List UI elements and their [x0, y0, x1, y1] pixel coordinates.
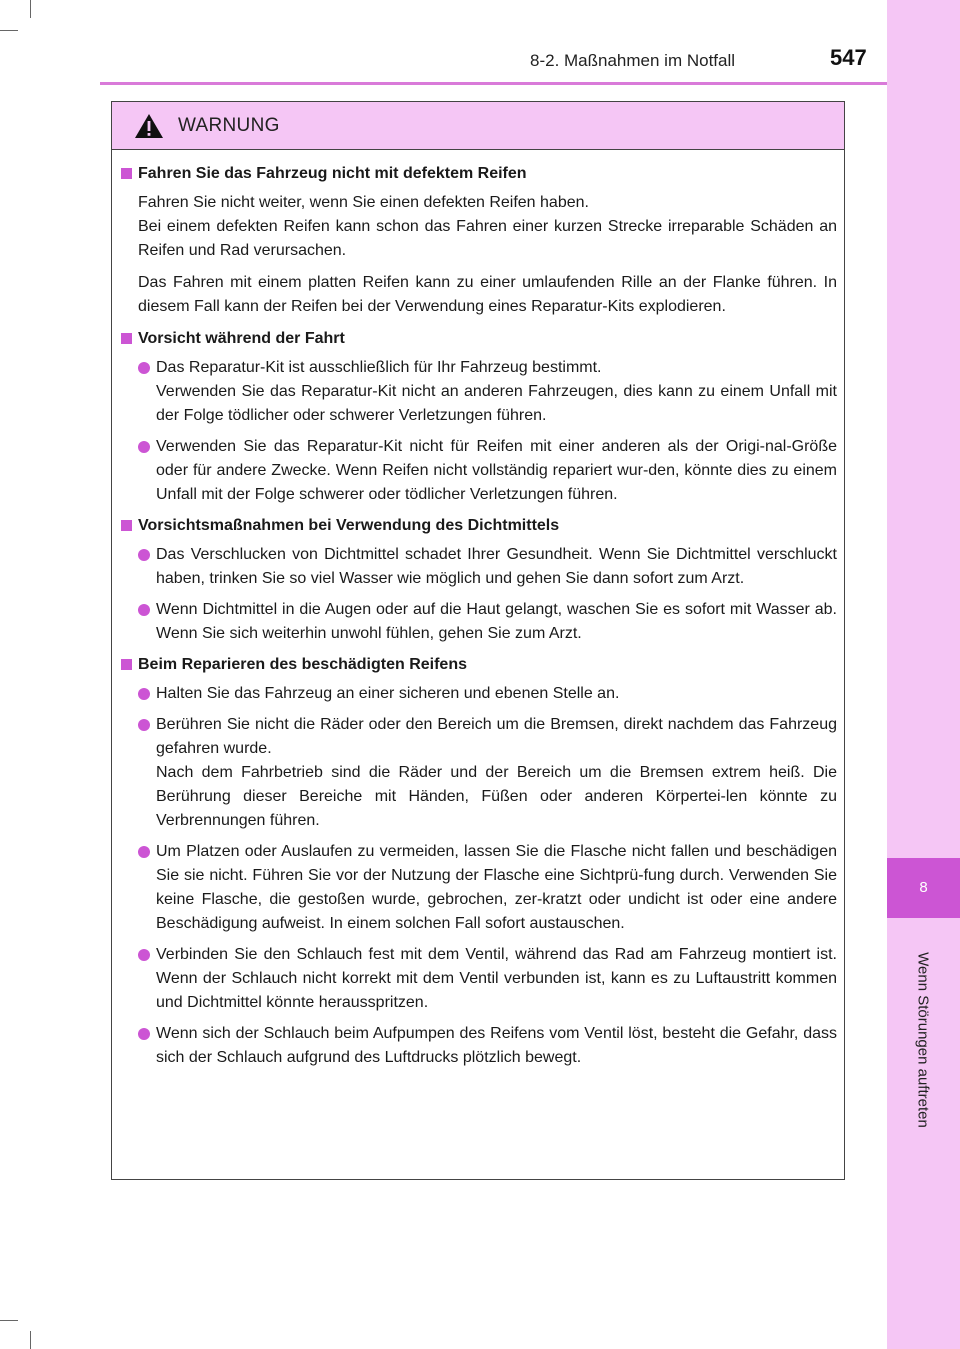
chapter-sidebar — [887, 0, 960, 858]
list-item-text — [156, 1022, 837, 1070]
warning-triangle-icon — [134, 113, 164, 139]
round-bullet-icon — [138, 719, 150, 731]
section-heading-text: Vorsicht während der Fahrt — [138, 330, 345, 347]
chapter-name: Wenn Störungen auftreten — [914, 952, 932, 1128]
paragraph-text: Das Fahren mit einem platten Reifen kann zu einer umlaufenden Rille an der Flanke führen. In diesem Fall kann der Reifen bei der Verwendung eines Reparatur-Kits explodieren. — [138, 274, 837, 315]
list-item — [138, 943, 837, 1015]
warning-body — [112, 150, 844, 1070]
chapter-number: 8 — [919, 879, 928, 896]
list-item-text — [156, 543, 837, 591]
list-item-line: Berühren Sie nicht die Räder oder den Bereich um die Bremsen, direkt nachdem das Fahrzeug gefahren wurde. — [156, 716, 837, 757]
crop-mark — [0, 1320, 18, 1321]
list-item — [138, 435, 837, 507]
round-bullet-icon — [138, 1028, 150, 1040]
round-bullet-icon — [138, 688, 150, 700]
warning-box — [111, 101, 845, 1180]
crop-mark — [0, 30, 18, 31]
list-item — [138, 682, 837, 706]
section-title: 8-2. Maßnahmen im Notfall — [530, 51, 736, 70]
list-item — [138, 1022, 837, 1070]
list-item-line: Verwenden Sie das Reparatur-Kit nicht an anderen Fahrzeugen, dies kann zu einem Unfall mit der Folge tödlicher oder schwerer Verletzungen führen. — [156, 383, 837, 424]
list-item-line: Verbinden Sie den Schlauch fest mit dem Ventil, während das Rad am Fahrzeug montiert ist. Wenn der Schlauch nicht korrekt mit dem Ventil verbunden ist, kann es zu Luftaustritt kommen und Dichtmittel könnte herausspritzen. — [156, 946, 837, 1011]
list-item-text — [156, 356, 837, 428]
list-item-text — [156, 682, 837, 706]
list-item-line: Nach dem Fahrbetrieb sind die Räder und der Bereich um die Bremsen extrem heiß. Die Berührung dieser Bereiche mit Händen, Füßen oder anderen Körpertei-len könnte zu Verbrennungen führen. — [156, 764, 837, 829]
section-heading-text: Vorsichtsmaßnahmen bei Verwendung des Dichtmittels — [138, 517, 560, 534]
page-number: 547 — [830, 45, 867, 70]
warning-header — [112, 102, 844, 150]
round-bullet-icon — [138, 949, 150, 961]
square-bullet-icon — [121, 333, 132, 344]
round-bullet-icon — [138, 549, 150, 561]
list-item — [138, 598, 837, 646]
list-item-text — [156, 713, 837, 833]
paragraph-text: Bei einem defekten Reifen kann schon das Fahren einer kurzen Strecke irreparable Schäden an Reifen und Rad verursachen. — [138, 218, 837, 259]
list-item-line: Verwenden Sie das Reparatur-Kit nicht für Reifen mit einer anderen als der Origi-nal-Größe oder für andere Zwecke. Wenn Reifen nicht vollständig repariert wur-den, könnte dies zu einem Unfall mit der Folge schwerer oder tödlicher Verletzungen führen. — [156, 438, 837, 503]
list-item-line: Um Platzen oder Auslaufen zu vermeiden, lassen Sie die Flasche nicht fallen und beschädigen Sie sie nicht. Führen Sie vor der Nutzung der Flasche eine Sichtprü-fung durch. Verwenden Sie keine Flasche, die gestoßen wurde, gebrochen, zer-kratzt oder undicht ist oder eine andere Beschädigung aufweist. In einem solchen Fall sofort austauschen. — [156, 843, 837, 932]
section-heading-text: Fahren Sie das Fahrzeug nicht mit defektem Reifen — [138, 165, 527, 182]
list-item-text — [156, 943, 837, 1015]
list-item-line: Wenn Dichtmittel in die Augen oder auf die Haut gelangt, waschen Sie es sofort mit Wasser ab. Wenn Sie sich weiterhin unwohl fühlen, gehen Sie zum Arzt. — [156, 601, 837, 642]
square-bullet-icon — [121, 659, 132, 670]
round-bullet-icon — [138, 846, 150, 858]
square-bullet-icon — [121, 168, 132, 179]
list-item-line: Halten Sie das Fahrzeug an einer sicheren und ebenen Stelle an. — [156, 685, 620, 702]
square-bullet-icon — [121, 520, 132, 531]
list-item — [138, 713, 837, 833]
section-heading — [121, 653, 837, 677]
header-rule — [100, 82, 887, 85]
crop-mark — [30, 1331, 31, 1349]
warning-title: WARNUNG — [178, 114, 280, 136]
paragraph-text: Fahren Sie nicht weiter, wenn Sie einen defekten Reifen haben. — [138, 194, 589, 211]
list-item-text — [156, 598, 837, 646]
paragraph — [138, 271, 837, 319]
paragraph — [138, 191, 837, 263]
list-item-line: Das Reparatur-Kit ist ausschließlich für Ihr Fahrzeug bestimmt. — [156, 359, 602, 376]
list-item-text — [156, 435, 837, 507]
list-item-line: Wenn sich der Schlauch beim Aufpumpen des Reifens vom Ventil löst, besteht die Gefahr, dass sich der Schlauch aufgrund des Luftdrucks plötzlich bewegt. — [156, 1025, 837, 1066]
section-heading — [121, 514, 837, 538]
section-heading — [121, 162, 837, 186]
section-heading-text: Beim Reparieren des beschädigten Reifens — [138, 656, 467, 673]
round-bullet-icon — [138, 604, 150, 616]
list-item — [138, 356, 837, 428]
list-item — [138, 840, 837, 936]
round-bullet-icon — [138, 362, 150, 374]
section-heading — [121, 327, 837, 351]
list-item-line: Das Verschlucken von Dichtmittel schadet Ihrer Gesundheit. Wenn Sie Dichtmittel verschluckt haben, trinken Sie so viel Wasser wie möglich und gehen Sie dann sofort zum Arzt. — [156, 546, 837, 587]
list-item-text — [156, 840, 837, 936]
crop-mark — [30, 0, 31, 18]
list-item — [138, 543, 837, 591]
round-bullet-icon — [138, 441, 150, 453]
